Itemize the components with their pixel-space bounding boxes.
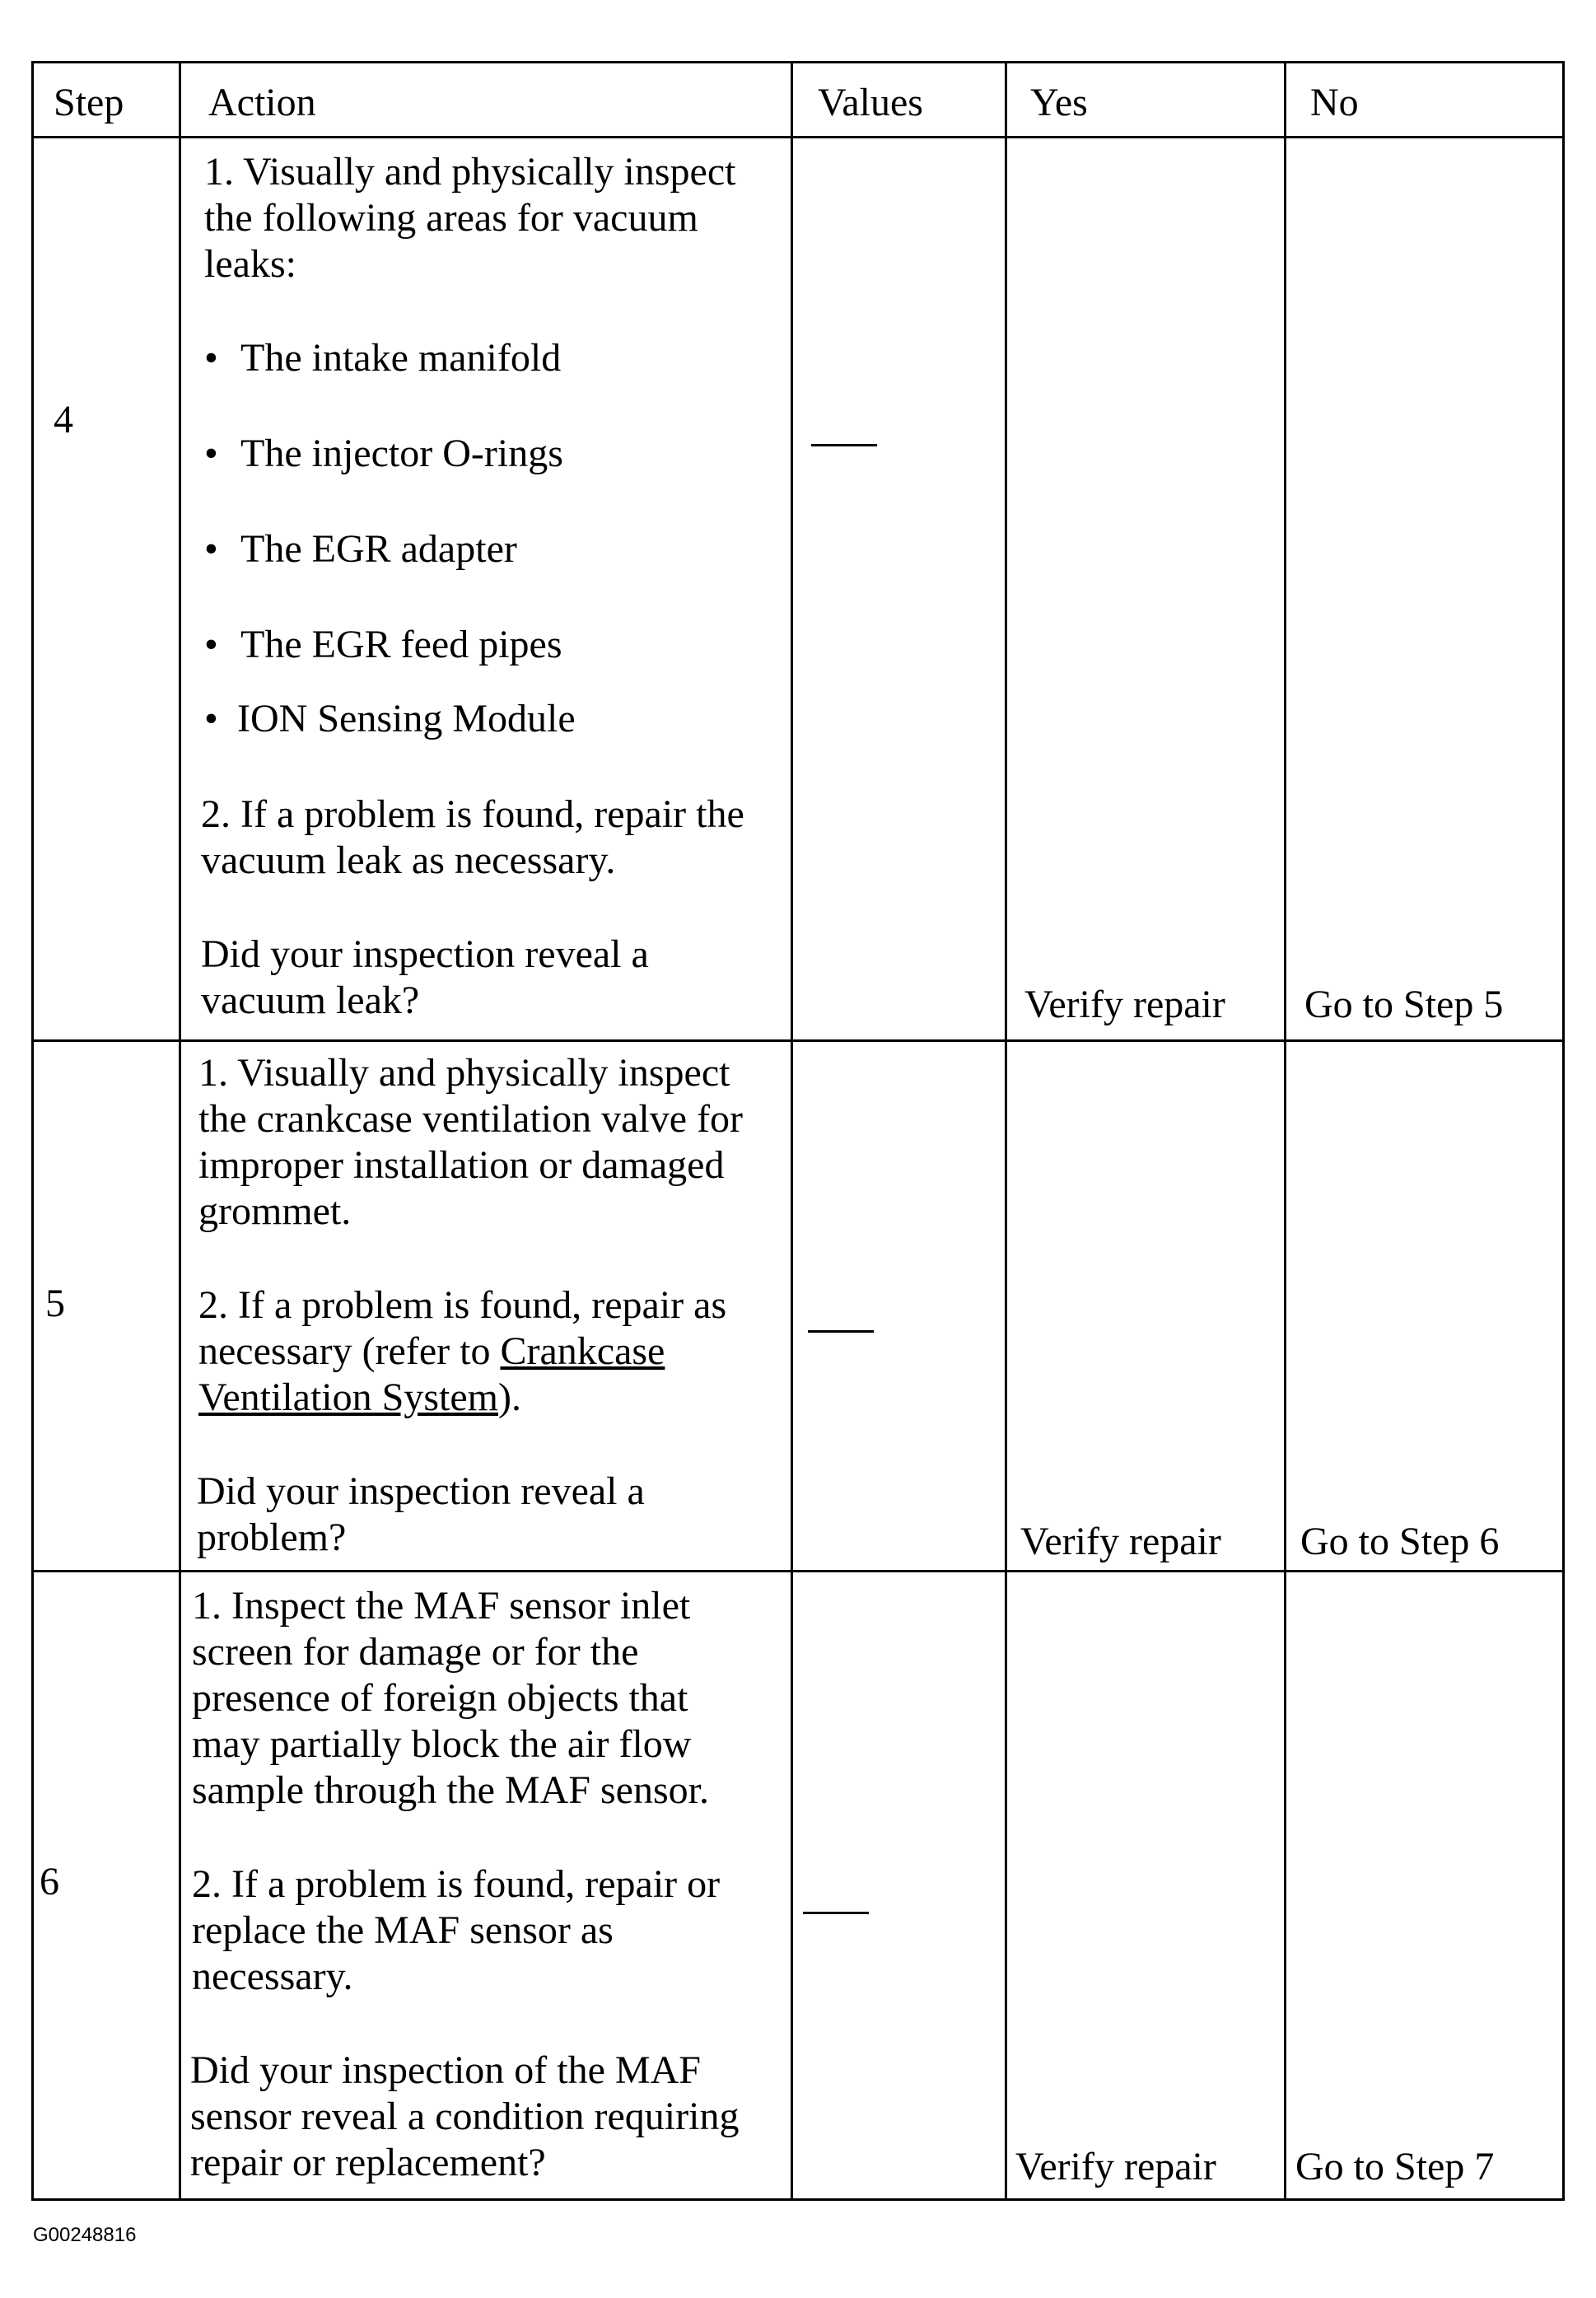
action-line: 2. If a problem is found, repair or [192, 1862, 721, 1906]
empty-value-dash [808, 1330, 874, 1333]
no-outcome: Go to Step 6 [1300, 1520, 1500, 1563]
bullet-icon: • [204, 336, 218, 380]
action-line: sensor reveal a condition requiring [190, 2095, 740, 2138]
list-item [204, 335, 561, 381]
action-line: vacuum leak? [201, 979, 420, 1022]
header-yes: Yes [1030, 81, 1088, 124]
action-line: screen for damage or for the [192, 1630, 639, 1674]
action-line: improper installation or damaged [198, 1143, 725, 1187]
action-line: presence of foreign objects that [192, 1676, 688, 1720]
no-outcome: Go to Step 5 [1304, 983, 1504, 1026]
header-no: No [1310, 81, 1359, 124]
bullet-icon: • [204, 623, 218, 666]
action-line: grommet. [198, 1189, 352, 1233]
action-line: Did your inspection of the MAF [190, 2048, 701, 2092]
list-item-label: The EGR feed pipes [240, 623, 562, 666]
row-divider [34, 1570, 1562, 1572]
step-number: 6 [40, 1860, 59, 1903]
row-divider [34, 136, 1562, 138]
empty-value-dash [811, 444, 877, 446]
list-item-label: The intake manifold [240, 336, 562, 380]
column-divider [1005, 63, 1007, 2198]
action-line: 2. If a problem is found, repair the [201, 792, 744, 836]
yes-outcome: Verify repair [1024, 983, 1225, 1026]
action-line: 1. Visually and physically inspect [198, 1051, 730, 1095]
action-line: sample through the MAF sensor. [192, 1768, 709, 1812]
list-item [204, 696, 576, 742]
action-line [198, 1329, 665, 1375]
empty-value-dash [803, 1912, 869, 1914]
list-item-label: The EGR adapter [240, 527, 517, 571]
diagnostic-table [31, 61, 1565, 2201]
no-outcome: Go to Step 7 [1295, 2145, 1495, 2188]
column-divider [1284, 63, 1286, 2198]
list-item [204, 622, 562, 668]
header-action: Action [208, 81, 316, 124]
action-line: vacuum leak as necessary. [201, 838, 616, 882]
action-line: may partially block the air flow [192, 1722, 692, 1766]
column-divider [179, 63, 181, 2198]
list-item [204, 431, 563, 477]
action-line [198, 1375, 521, 1421]
action-text: ). [497, 1376, 521, 1419]
column-divider [791, 63, 793, 2198]
action-line: the following areas for vacuum [204, 196, 698, 240]
action-line: 1. Visually and physically inspect [204, 150, 736, 194]
header-step: Step [54, 81, 124, 124]
action-line: repair or replacement? [190, 2141, 546, 2184]
step-number: 5 [45, 1282, 65, 1325]
action-line: replace the MAF sensor as [192, 1908, 614, 1952]
crankcase-ventilation-link[interactable]: Crankcase [500, 1329, 665, 1373]
action-line: leaks: [204, 242, 296, 286]
list-item-label: ION Sensing Module [237, 697, 576, 740]
step-number: 4 [54, 398, 73, 441]
bullet-icon: • [204, 527, 218, 571]
header-values: Values [818, 81, 923, 124]
action-line: 1. Inspect the MAF sensor inlet [192, 1584, 691, 1628]
action-text: necessary (refer to [198, 1329, 501, 1373]
figure-id: G00248816 [33, 2224, 137, 2246]
action-line: Did your inspection reveal a [197, 1469, 645, 1513]
yes-outcome: Verify repair [1015, 2145, 1216, 2188]
bullet-icon: • [204, 697, 218, 740]
crankcase-ventilation-link[interactable]: Ventilation System [198, 1376, 498, 1419]
bullet-icon: • [204, 432, 218, 475]
list-item-label: The injector O-rings [240, 432, 563, 475]
action-line: Did your inspection reveal a [201, 932, 649, 976]
action-line: necessary. [192, 1955, 353, 1998]
row-divider [34, 1039, 1562, 1042]
yes-outcome: Verify repair [1020, 1520, 1221, 1563]
action-line: problem? [197, 1516, 347, 1559]
action-line: the crankcase ventilation valve for [198, 1097, 744, 1141]
action-line: 2. If a problem is found, repair as [198, 1283, 727, 1327]
list-item [204, 526, 517, 572]
